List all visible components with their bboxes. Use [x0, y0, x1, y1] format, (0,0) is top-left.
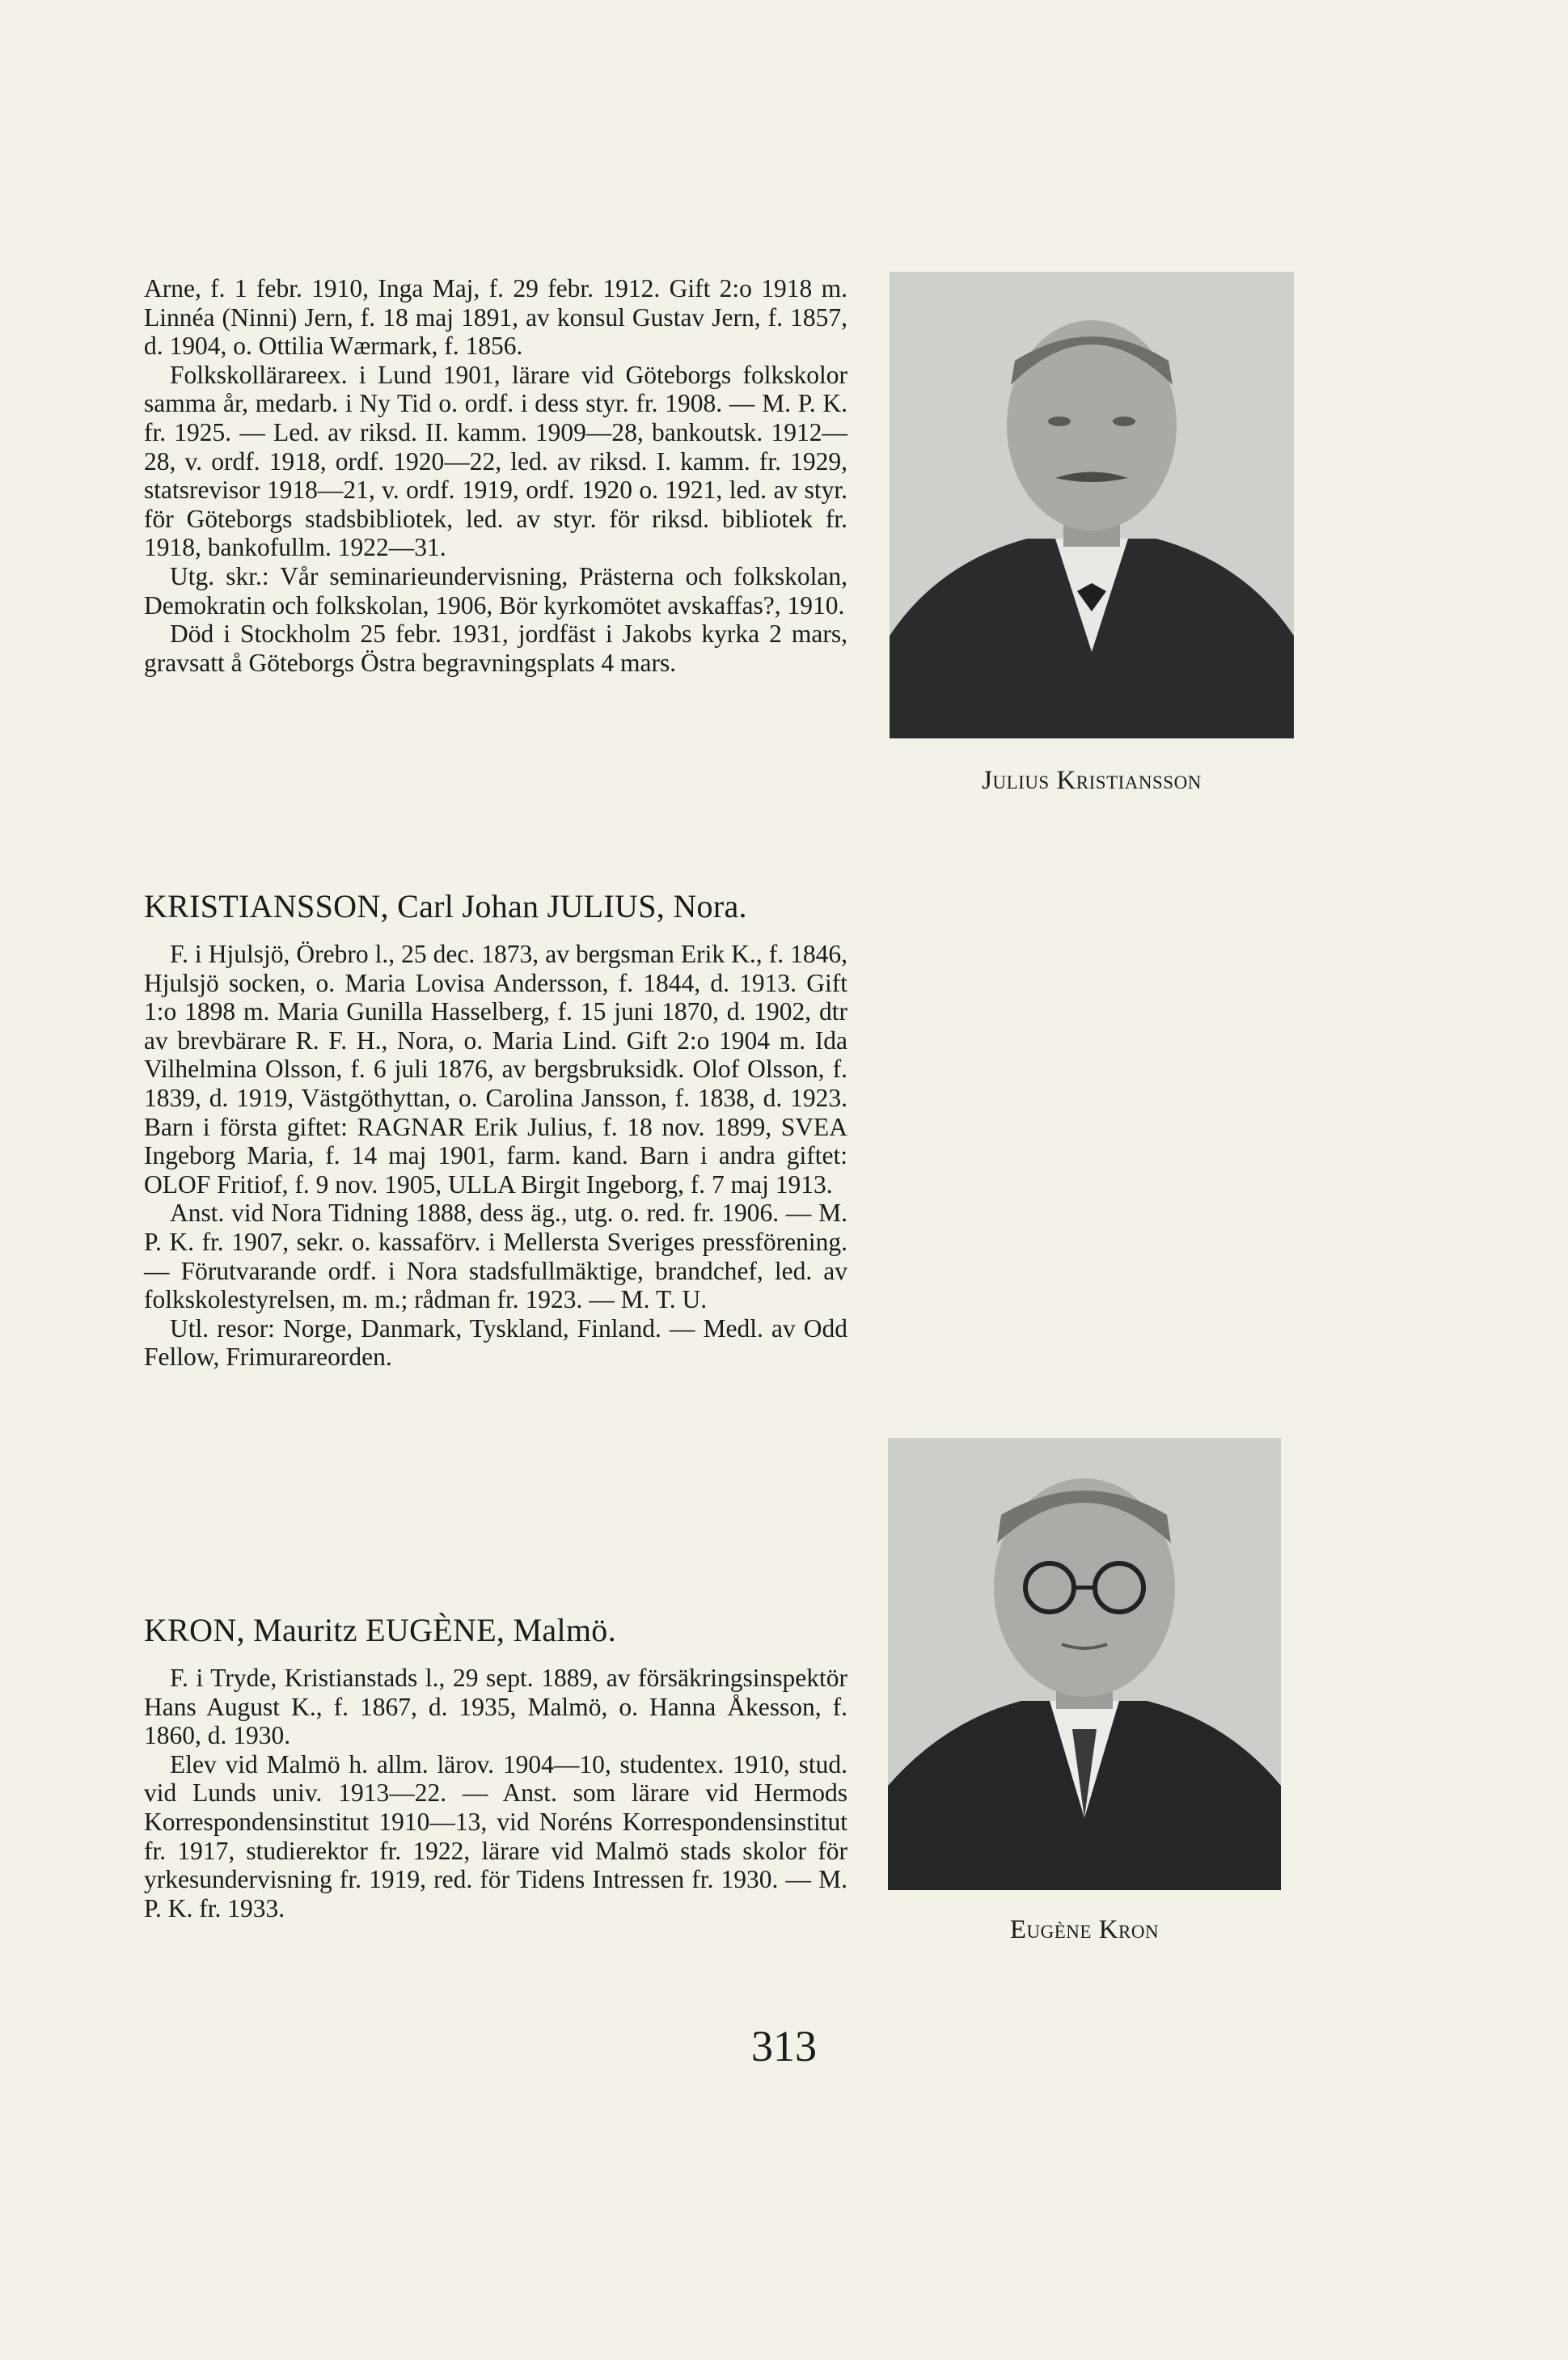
continued-entry — [144, 274, 847, 677]
portrait-photo-eugene-kron — [888, 1438, 1281, 1890]
entry-heading-kristiansson: KRISTIANSSON, Carl Johan JULIUS, Nora. — [144, 888, 747, 924]
paragraph: F. i Tryde, Kristianstads l., 29 sept. 1889, av försäkringsinspektör Hans August K., f. 1867, d. 1935, Malmö, o. Hanna Åkesson, f. 1860, d. 1930. — [144, 1664, 847, 1750]
entry-heading-kron: KRON, Mauritz EUGÈNE, Malmö. — [144, 1612, 616, 1648]
portrait-photo-julius-kristiansson — [890, 272, 1294, 738]
paragraph: Arne, f. 1 febr. 1910, Inga Maj, f. 29 febr. 1912. Gift 2:o 1918 m. Linnéa (Ninni) Jern, f. 18 maj 1891, av konsul Gustav Jern, f. 1857, d. 1904, o. Ottilia Wærmark, f. 1856. — [144, 274, 847, 361]
paragraph: Utg. skr.: Vår seminarieundervisning, Prästerna och folkskolan, Demokratin och folkskolan, 1906, Bör kyrkomötet avskaffas?, 1910. — [144, 561, 847, 620]
paragraph: Död i Stockholm 25 febr. 1931, jordfäst i Jakobs kyrka 2 mars, gravsatt å Göteborgs Östra begravningsplats 4 mars. — [144, 620, 847, 677]
entry-body-kron — [144, 1664, 847, 1922]
entry-body-kristiansson — [144, 940, 847, 1372]
page-number: 313 — [751, 2022, 817, 2070]
paragraph: Utl. resor: Norge, Danmark, Tyskland, Finland. — Medl. av Odd Fellow, Frimurareorden. — [144, 1313, 847, 1372]
paragraph: F. i Hjulsjö, Örebro l., 25 dec. 1873, av bergsman Erik K., f. 1846, Hjulsjö socken, o. Maria Lovisa Andersson, f. 1844, d. 1913. Gift 1:o 1898 m. Maria Gunilla Hasselberg, f. 15 juni 1870, d. 1902, dtr av brevbärare R. F. H., Nora, o. Maria Lind. Gift 2:o 1904 m. Ida Vilhelmina Olsson, f. 6 juli 1876, av bergsbruksidk. Olof Olsson, f. 1839, d. 1919, Västgöthyttan, o. Carolina Jansson, f. 1838, d. 1923. Barn i första giftet: RAGNAR Erik Julius, f. 18 nov. 1899, SVEA Ingeborg Maria, f. 14 maj 1901, farm. kand. Barn i andra giftet: OLOF Fritiof, f. 9 nov. 1905, ULLA Birgit Ingeborg, f. 7 maj 1913. — [144, 940, 847, 1199]
paragraph: Folkskollärareex. i Lund 1901, lärare vid Göteborgs folkskolor samma år, medarb. i Ny Tid o. ordf. i dess styr. fr. 1908. — M. P. K. fr. 1925. — Led. av riksd. II. kamm. 1909—28, bankoutsk. 1912—28, v. ordf. 1918, ordf. 1920—22, led. av riksd. I. kamm. fr. 1929, statsrevisor 1918—21, v. ordf. 1919, ordf. 1920 o. 1921, led. av styr. för Göteborgs stadsbibliotek, led. av styr. för riksd. bibliotek fr. 1918, bankofullm. 1922—31. — [144, 360, 847, 562]
paragraph: Elev vid Malmö h. allm. lärov. 1904—10, studentex. 1910, stud. vid Lunds univ. 1913—22. — Anst. som lärare vid Hermods Korrespondensinstitut 1910—13, vid Noréns Korrespondensinstitut fr. 1917, studierektor fr. 1922, lärare vid Malmö stads skolor för yrkesundervisning fr. 1919, red. för Tidens Intressen fr. 1930. — M. P. K. fr. 1933. — [144, 1749, 847, 1922]
portrait-caption: Julius Kristiansson — [982, 766, 1202, 795]
portrait-caption: Eugène Kron — [1009, 1915, 1160, 1944]
paragraph: Anst. vid Nora Tidning 1888, dess äg., utg. o. red. fr. 1906. — M. P. K. fr. 1907, sekr. o. kassaförv. i Mellersta Sveriges pressförening. — Förutvarande ordf. i Nora stadsfullmäktige, brandchef, led. av folkskolestyrelsen, m. m.; rådman fr. 1923. — M. T. U. — [144, 1199, 847, 1314]
